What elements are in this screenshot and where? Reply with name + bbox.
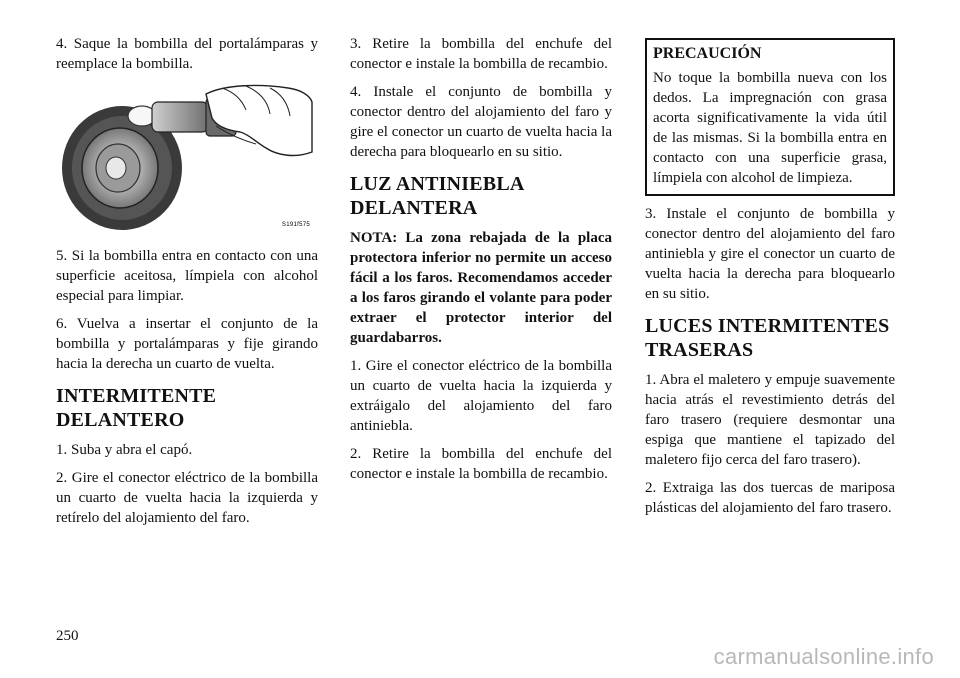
step-install-assembly: 4. Instale el conjunto de bombilla y conector dentro del alojamiento del faro y gire el conector un cuarto de vuelta hacia la derecha para bloquearlo en su sitio. <box>350 84 612 160</box>
caution-box <box>645 38 895 196</box>
step-fog-install-assembly: 3. Instale el conjunto de bombilla y conector dentro del alojamiento del faro antiniebla y gire el conector un cuarto de vuelta hacia la derecha para bloquearlo en su sitio. <box>645 206 895 302</box>
step-open-hood: 1. Suba y abra el capó. <box>56 442 193 458</box>
heading-luz-antiniebla: LUZ ANTINIEBLA DELANTERA <box>350 173 524 219</box>
figure-code: S191f575 <box>281 222 310 228</box>
watermark: carmanualsonline.info <box>713 644 934 669</box>
step-clean-bulb: 5. Si la bombilla entra en contacto con una superficie aceitosa, límpiela con alcohol especial para limpiar. <box>56 248 318 304</box>
step-fog-remove-bulb: 2. Retire la bombilla del enchufe del conector e instale la bombilla de recambio. <box>350 446 612 482</box>
heading-luces-intermitentes-traseras: LUCES INTERMITENTES TRASERAS <box>645 315 890 361</box>
heading-intermitente-delantero: INTERMITENTE DELANTERO <box>56 385 217 431</box>
caution-text: No toque la bombilla nueva con los dedos. La impregnación con grasa acorta significativamente la vida útil de las mismas. Si la bombilla entra en contacto con una superficie grasa, límpiela con alcohol de limpieza. <box>653 70 887 186</box>
step-remove-wing-nuts: 2. Extraiga las dos tuercas de mariposa plásticas del alojamiento del faro trasero. <box>645 480 895 516</box>
column-middle <box>350 34 612 492</box>
caution-title: PRECAUCIÓN <box>653 45 762 62</box>
step-turn-connector: 2. Gire el conector eléctrico de la bombilla un cuarto de vuelta hacia la izquierda y retírelo del alojamiento del faro. <box>56 470 318 526</box>
step-reinsert-bulb: 6. Vuelva a insertar el conjunto de la bombilla y portalámparas y fije girando hacia la derecha un cuarto de vuelta. <box>56 316 318 372</box>
step-fog-turn-connector: 1. Gire el conector eléctrico de la bombilla un cuarto de vuelta hacia la izquierda y extráigalo del alojamiento del faro antiniebla. <box>350 358 612 434</box>
note-paragraph: NOTA: La zona rebajada de la placa protectora inferior no permite un acceso fácil a los faros. Recomendamos acceder a los faros girando el volante para poder extraer el protector interior del guardabarros. <box>350 230 612 346</box>
bulb-replacement-illustration <box>56 82 314 232</box>
column-right <box>645 38 895 526</box>
illustration-drawing <box>56 82 314 232</box>
column-left <box>56 34 318 536</box>
step-remove-bulb-socket: 3. Retire la bombilla del enchufe del conector e instale la bombilla de recambio. <box>350 36 612 72</box>
step-remove-bulb: 4. Saque la bombilla del portalámparas y reemplace la bombilla. <box>56 36 318 72</box>
step-open-trunk: 1. Abra el maletero y empuje suavemente hacia atrás el revestimiento detrás del faro trasero (requiere desmontar una espiga que mantiene el tapizado del maletero fijo cerca del faro trasero). <box>645 372 895 468</box>
page-number: 250 <box>56 628 79 644</box>
